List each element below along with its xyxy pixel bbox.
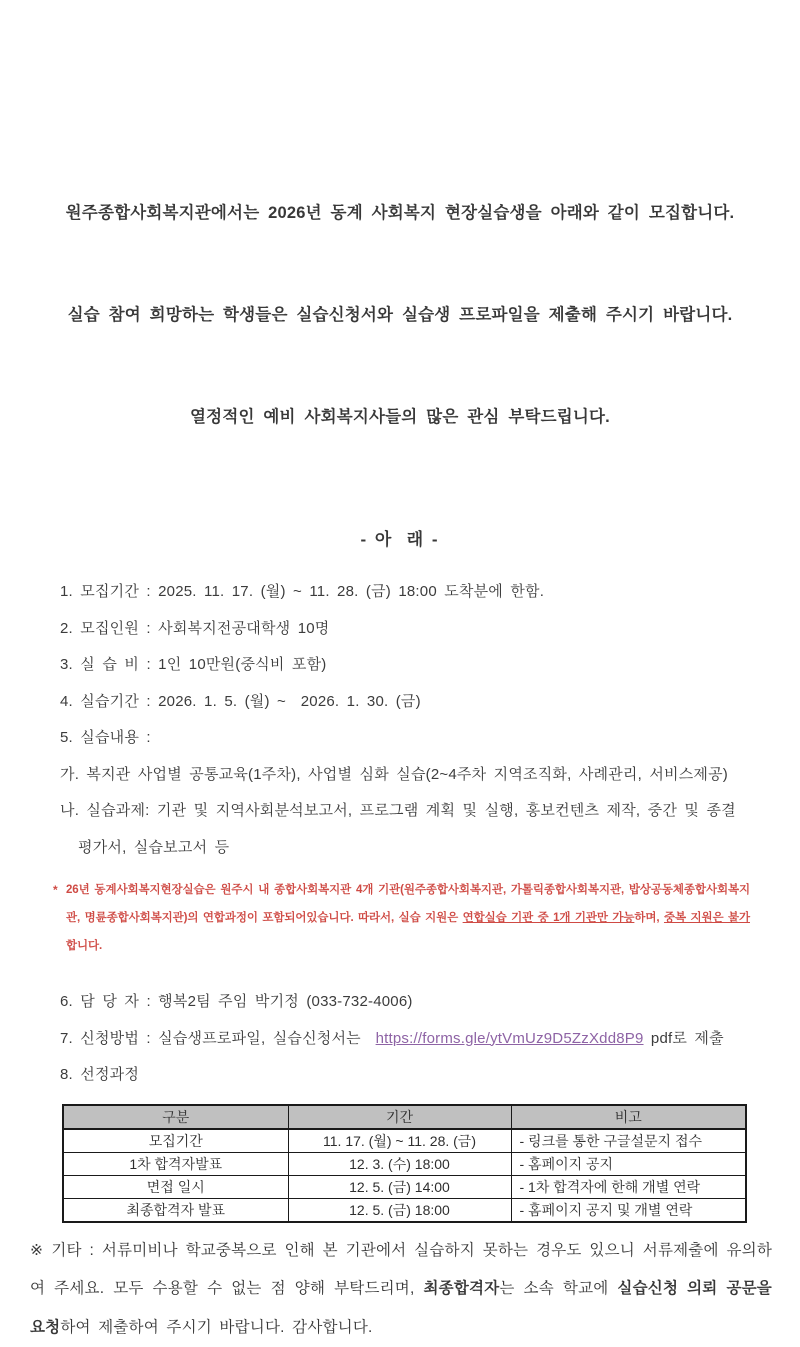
intro-paragraph	[0, 128, 800, 502]
table-cell: - 1차 합격자에 한해 개별 연락	[511, 1175, 746, 1198]
numbered-list-2	[0, 994, 800, 1082]
section-divider: - 아 래 -	[0, 525, 800, 550]
etc-note-bold-request-doc: 실습신청 의뢰 공문을 요청	[30, 1280, 772, 1336]
red-warning-paragraph	[53, 876, 750, 960]
table-cell: 1차 합격자발표	[63, 1152, 288, 1175]
table-cell: - 홈페이지 공지 및 개별 연락	[511, 1198, 746, 1222]
intro-line: 열정적인 예비 사회복지사들의 많은 관심 부탁드립니다.	[58, 400, 742, 434]
table-cell: - 홈페이지 공지	[511, 1152, 746, 1175]
apply-method-suffix: pdf로 제출	[644, 1030, 724, 1047]
table-header-gubun: 구분	[63, 1105, 288, 1129]
table-row	[63, 1129, 746, 1153]
list-item-recruit-period: 1. 모집기간 : 2025. 11. 17. (월) ~ 11. 28. (금) 18:00 도착분에 한함.	[60, 584, 745, 599]
list-item-fee: 3. 실 습 비 : 1인 10만원(중식비 포함)	[60, 657, 745, 672]
intro-line: 실습 참여 희망하는 학생들은 실습신청서와 실습생 프로파일을 제출해 주시기 바랍니다.	[58, 298, 742, 332]
table-cell: 면접 일시	[63, 1175, 288, 1198]
table-cell: 12. 5. (금) 18:00	[288, 1198, 511, 1222]
table-row	[63, 1175, 746, 1198]
list-subitem-na-cont: 평가서, 실습보고서 등	[60, 840, 745, 855]
etc-note-text: 하여 제출하여 주시기 바랍니다. 감사합니다.	[60, 1319, 372, 1336]
selection-schedule-table	[62, 1104, 747, 1223]
etc-note-text: ※ 기타 : 서류미비나 학교중복으로 인해 본 기관에서 실습하지 못하는 경우도 있으니 서류제출에 유의하여 주세요. 모두 수용할 수 없는 점 양해 부탁드리며,	[30, 1242, 772, 1298]
etc-note-text: 는 소속 학교에	[499, 1280, 617, 1297]
table-row	[63, 1152, 746, 1175]
numbered-list	[0, 584, 800, 855]
table-cell: 모집기간	[63, 1129, 288, 1153]
red-asterisk-bullet: *	[53, 876, 58, 904]
list-item-apply-method	[60, 1031, 745, 1046]
table-header-row	[63, 1105, 746, 1129]
apply-method-text: 7. 신청방법 : 실습생프로파일, 실습신청서는	[60, 1030, 376, 1047]
table-header-bigo: 비고	[511, 1105, 746, 1129]
table-cell: 최종합격자 발표	[63, 1198, 288, 1222]
intro-line: 원주종합사회복지관에서는 2026년 동계 사회복지 현장실습생을 아래와 같이 모집합니다.	[58, 196, 742, 230]
table-cell: 12. 3. (수) 18:00	[288, 1152, 511, 1175]
warning-emphasis-no-duplicate: 중복 지원은 불가	[664, 912, 750, 924]
list-item-contact: 6. 담 당 자 : 행복2팀 주임 박기정 (033-732-4006)	[60, 994, 745, 1009]
list-item-recruit-count: 2. 모집인원 : 사회복지전공대학생 10명	[60, 621, 745, 636]
google-form-link[interactable]: https://forms.gle/ytVmUz9D5ZzXdd8P9	[376, 1030, 644, 1047]
warning-text: 26년 동계사회복지현장실습은 원주시 내 종합사회복지관 4개 기관(원주종합사회복지관, 가톨릭종합사회복지관, 밥상공동체종합사회복지관, 명륜종합사회복지관)의 연합과정이 포함되어있습니다. 따라서, 실습 지원은	[66, 884, 750, 924]
list-subitem-na: 나. 실습과제: 기관 및 지역사회분석보고서, 프로그램 계획 및 실행, 홍보컨텐츠 제작, 중간 및 종결	[60, 803, 745, 818]
etc-note-paragraph	[0, 1232, 800, 1347]
etc-note-bold-final-pass: 최종합격자	[424, 1280, 500, 1297]
warning-emphasis-single-org: 연합실습 기관 중 1개 기관만 가능	[463, 912, 635, 924]
list-subitem-ga: 가. 복지관 사업별 공통교육(1주차), 사업별 심화 실습(2~4주차 지역조직화, 사례관리, 서비스제공)	[60, 767, 745, 782]
list-item-selection-process: 8. 선정과정	[60, 1067, 745, 1082]
table-cell: 11. 17. (월) ~ 11. 28. (금)	[288, 1129, 511, 1153]
table-cell: 12. 5. (금) 14:00	[288, 1175, 511, 1198]
warning-text: 하며,	[634, 912, 664, 924]
warning-text: 합니다.	[66, 940, 102, 952]
table-row	[63, 1198, 746, 1222]
table-cell: - 링크를 통한 구글설문지 접수	[511, 1129, 746, 1153]
table-header-gigan: 기간	[288, 1105, 511, 1129]
list-item-practice-period: 4. 실습기간 : 2026. 1. 5. (월) ~ 2026. 1. 30. (금)	[60, 694, 745, 709]
list-item-contents: 5. 실습내용 :	[60, 730, 745, 745]
